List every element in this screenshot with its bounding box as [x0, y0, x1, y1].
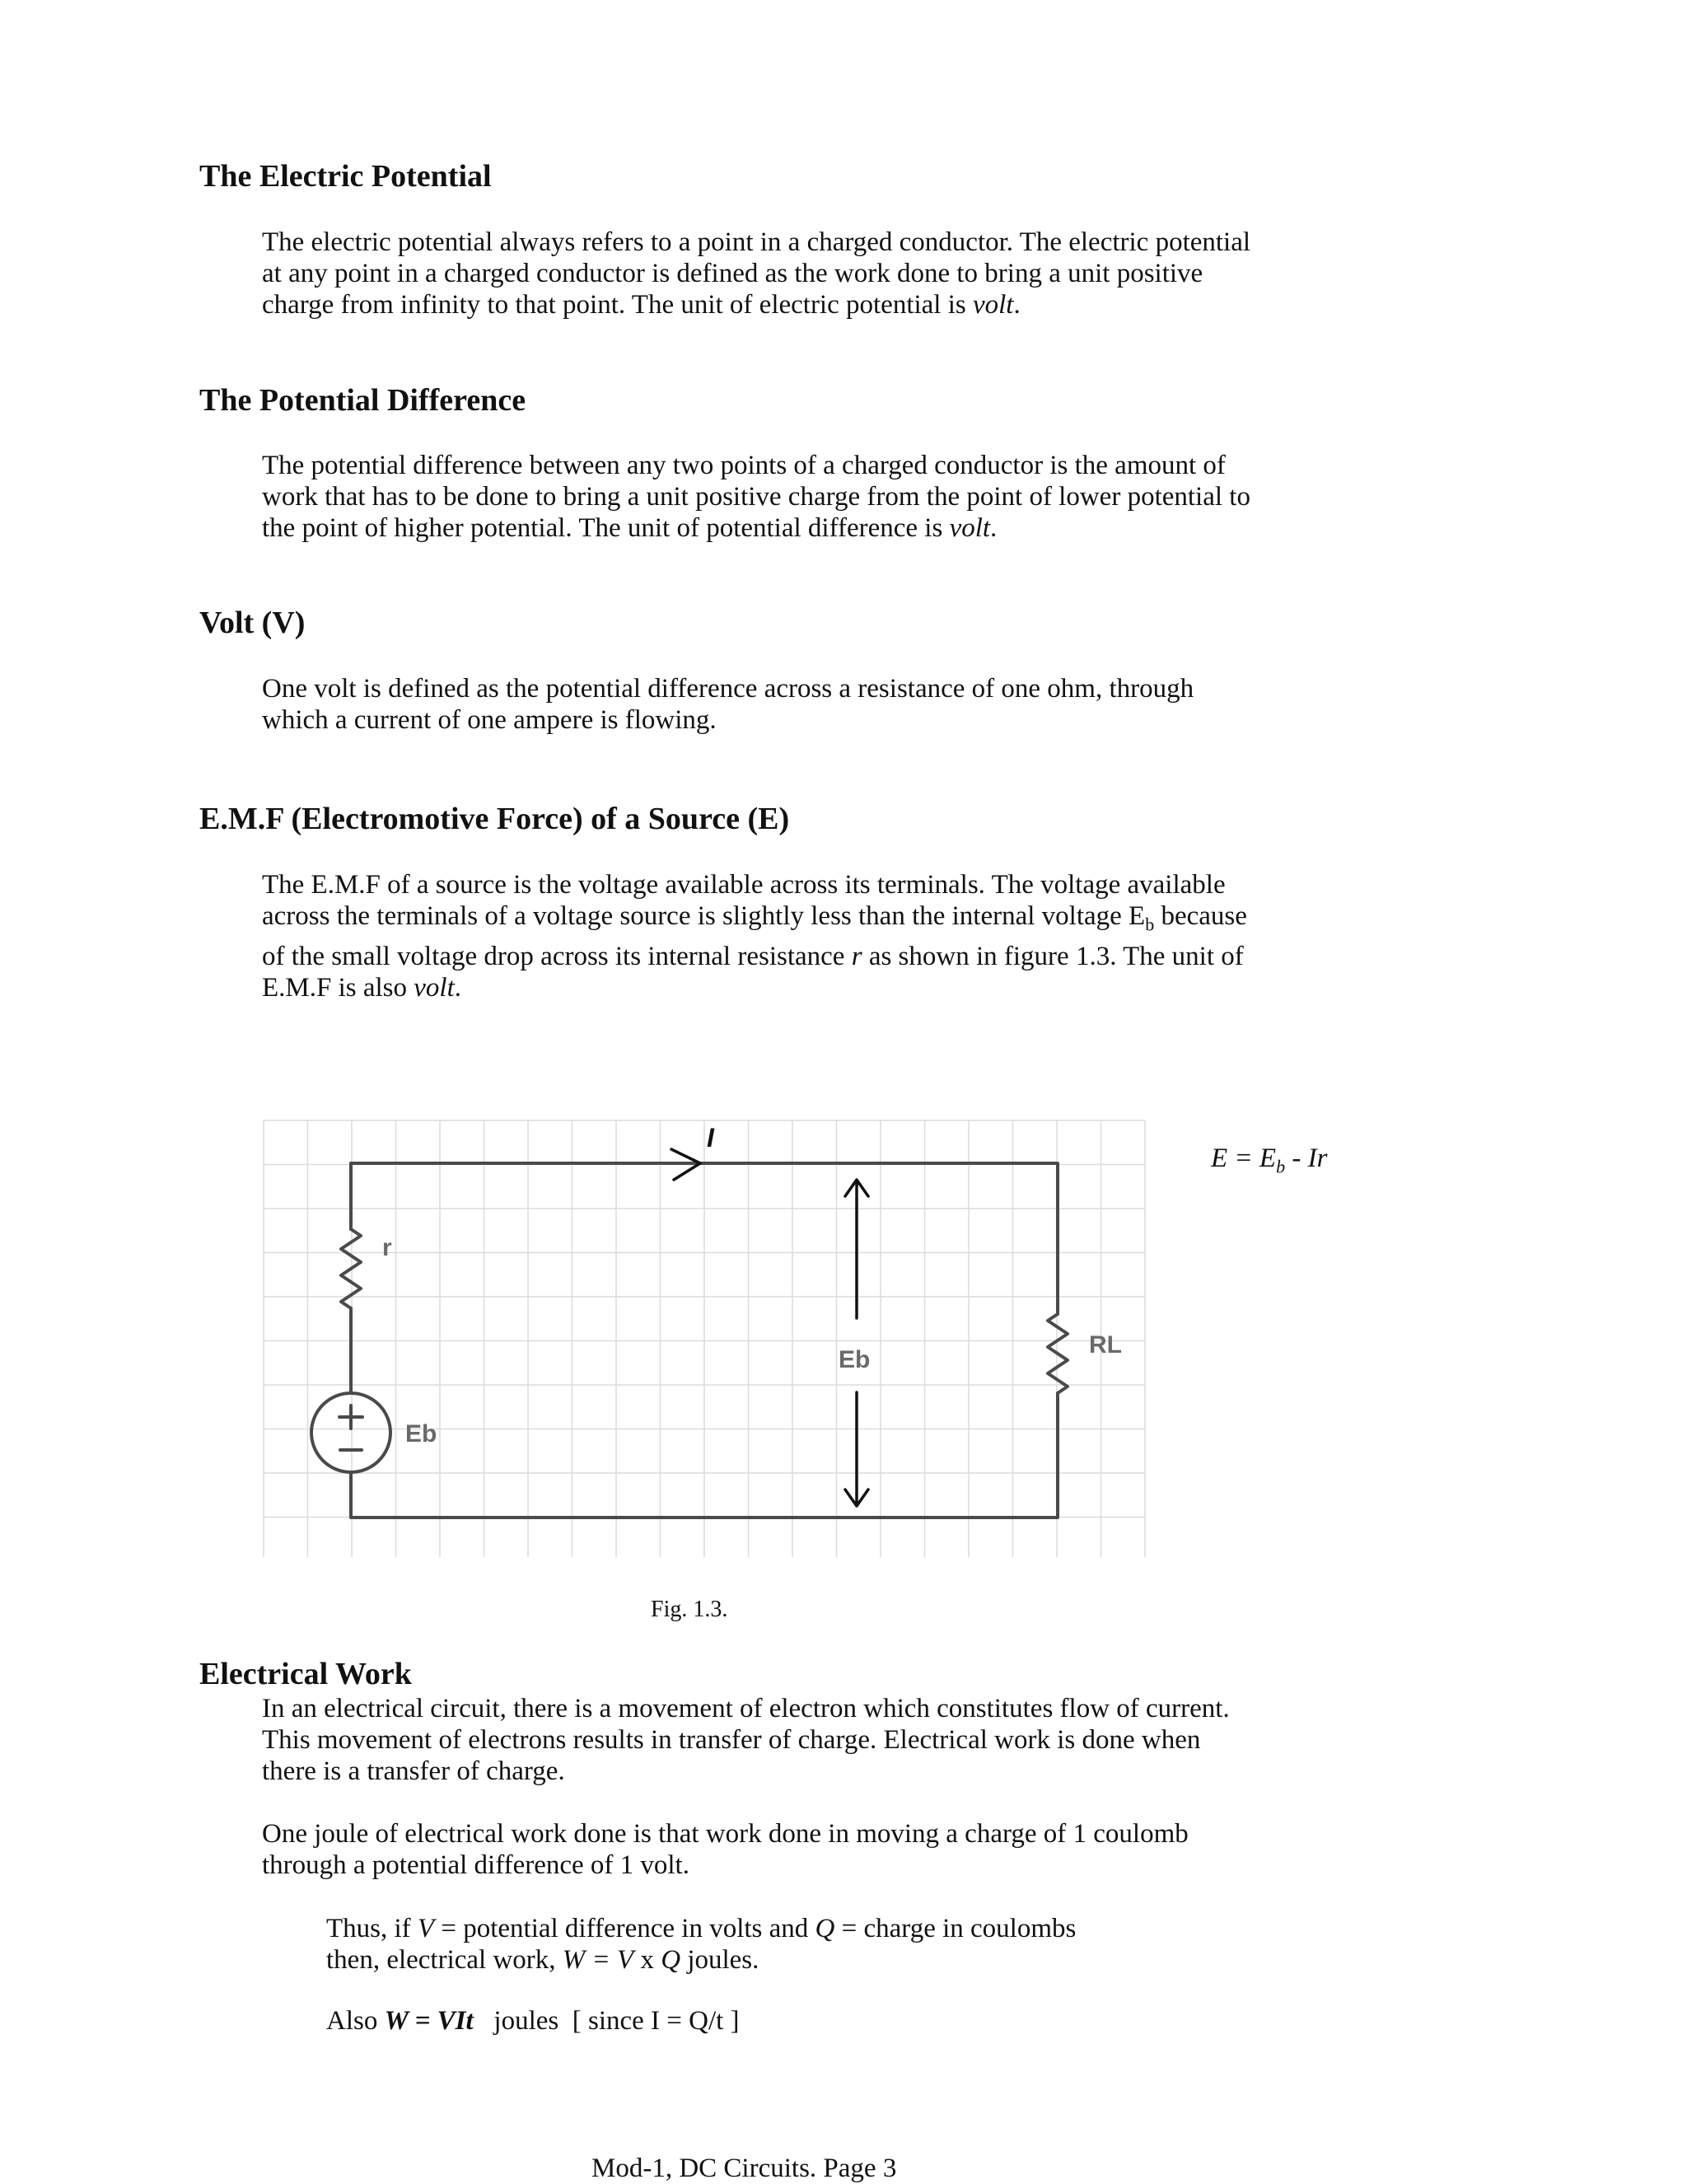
paragraph-volt: One volt is defined as the potential difference across a resistance of one ohm, through which a current of one ampere is flowing. [262, 674, 1194, 735]
paragraph-electrical-work-1: In an electrical circuit, there is a movement of electron which constitutes flow of current. This movement of electrons results in transfer of charge. Electrical work is done when there is a transfer of charge. [262, 1694, 1230, 1786]
paragraph-electrical-work-2: One joule of electrical work done is that work done in moving a charge of 1 coulomb through a potential difference of 1 volt. [262, 1819, 1189, 1880]
work-formula-vit: Also W = VIt joules [ since I = Q/t ] [326, 2006, 740, 2036]
internal-resistance-label: r [382, 1234, 392, 1261]
emf-equation: $E = E_b - Ir$ [1211, 1143, 1328, 1177]
figure-caption: Fig. 1.3. [651, 1597, 728, 1622]
heading-electric-potential: The Electric Potential [199, 159, 492, 194]
heading-emf: E.M.F (Electromotive Force) of a Source (E) [199, 802, 790, 836]
current-label: I [707, 1123, 714, 1153]
paragraph-electric-potential: The electric potential always refers to a point in a charged conductor. The electric potential at any point in a charged conductor is defined as the work done to bring a unit positive charge from infinity to that point. The unit of electric potential is volt. [262, 227, 1251, 320]
heading-electrical-work: Electrical Work [199, 1657, 412, 1691]
circuit-diagram-fig-1-3 [255, 1112, 1161, 1565]
load-resistor-label: RL [1089, 1331, 1122, 1359]
page-footer: Mod-1, DC Circuits. Page 3 [591, 2154, 897, 2183]
voltage-arrow-up-icon [845, 1180, 868, 1318]
voltage-arrow-down-icon [845, 1392, 868, 1506]
voltage-label: Eb [839, 1346, 871, 1373]
work-definition: Thus, if V = potential difference in volts and Q = charge in coulombs then, electrical work, W = V x Q joules. [326, 1914, 1077, 1975]
heading-volt: Volt (V) [199, 606, 306, 640]
load-resistor-rl [1048, 1314, 1068, 1393]
heading-potential-difference: The Potential Difference [199, 383, 526, 418]
paragraph-emf: The E.M.F of a source is the voltage available across its terminals. The voltage available across the terminals of a voltage source is slightly less than the internal voltage $E_b$ because of the small voltage drop across its internal resistance r as shown in figure 1.3. The unit of E.M.F is also volt. [262, 870, 1247, 1003]
source-label: Eb [405, 1420, 437, 1447]
plus-sign [339, 1405, 362, 1429]
grid [264, 1120, 1145, 1557]
paragraph-potential-difference: The potential difference between any two points of a charged conductor is the amount of work that has to be done to bring a unit positive charge from the point of lower potential to the point of higher potential. The unit of potential difference is volt. [262, 451, 1250, 543]
